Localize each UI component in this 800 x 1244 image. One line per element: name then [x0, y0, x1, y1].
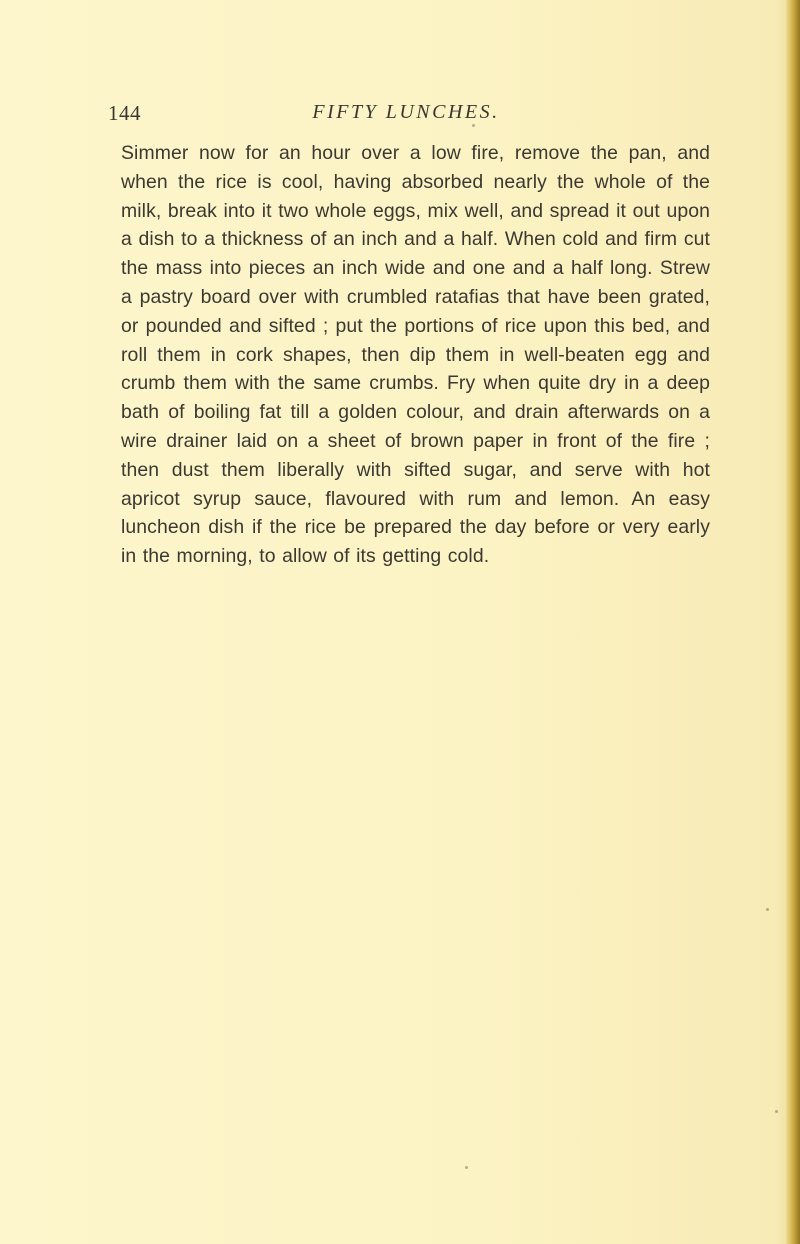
- page-header: [108, 101, 708, 131]
- body-paragraph: Simmer now for an hour over a low fire, remove the pan, and when the rice is cool, having absorbed nearly the whole of the milk, break into it two whole eggs, mix well, and spread it out upon a dish to a thickness of an inch and a half. When cold and firm cut the mass into pieces an inch wide and one and a half long. Strew a pastry board over with crumbled ratafias that have been grated, or pounded and sifted ; put the portions of rice upon this bed, and roll them in cork shapes, then dip them in well-beaten egg and crumb them with the same crumbs. Fry when quite dry in a deep bath of boiling fat till a golden colour, and drain afterwards on a wire drainer laid on a sheet of brown paper in front of the fire ; then dust them liberally with sifted sugar, and serve with hot apricot syrup sauce, flavoured with rum and lemon. An easy luncheon dish if the rice be prepared the day before or very early in the morning, to allow of its getting cold.: [121, 142, 710, 568]
- page-edge: [786, 0, 800, 1244]
- paper-speck: [775, 1110, 778, 1113]
- paper-speck: [766, 908, 769, 911]
- paper-speck: [472, 124, 475, 127]
- running-head: FIFTY LUNCHES.: [312, 101, 500, 123]
- paper-speck: [465, 1166, 468, 1169]
- page-number: 144: [108, 101, 141, 125]
